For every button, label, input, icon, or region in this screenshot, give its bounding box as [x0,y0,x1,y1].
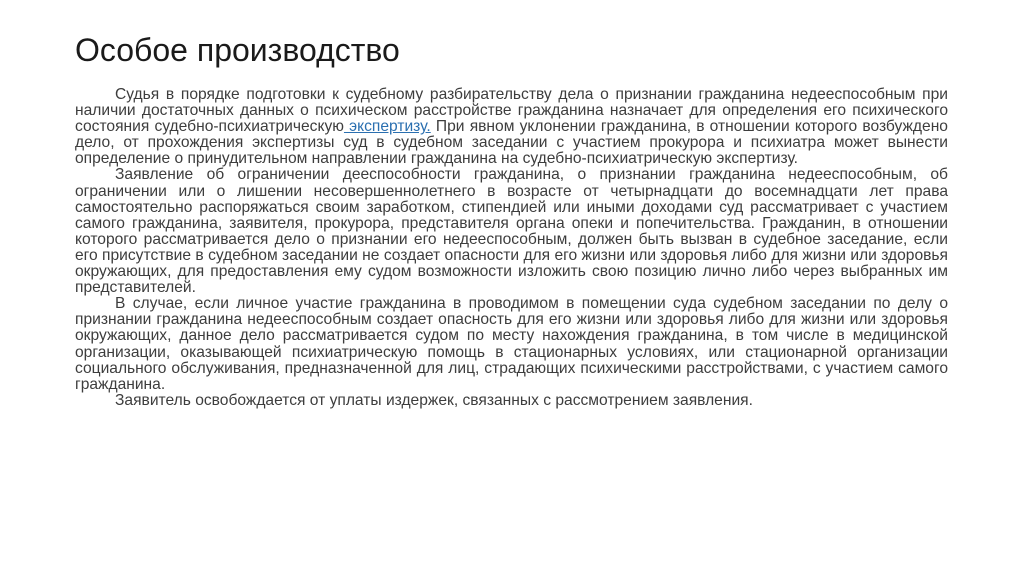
expertise-link[interactable]: экспертизу. [343,118,431,136]
paragraph-text: Судья в порядке подготовки к судебному разбирательству дела о признании гражданина недееспособным при наличии достаточных данных о психическом расстройстве гражданина назначает для определения его психического состояния судебно-психиатрическую [75,86,948,136]
paragraph-costs: Заявитель освобождается от уплаты издержек, связанных с рассмотрением заявления. [115,391,753,409]
paragraph-expertise [75,87,948,167]
paragraph-location: В случае, если личное участие гражданина в проводимом в помещении суда судебном заседании по делу о признании гражданина недееспособным создает опасность для его жизни или здоровья либо для жизни или здоровья окружающих, данное дело рассматривается судом по месту нахождения гражданина, в том числе в медицинской организации, оказывающей психиатрическую помощь в стационарных условиях, или стационарной организации социального обслуживания, предназначенной для лиц, страдающих психическими расстройствами, с участием самого гражданина. [75,295,948,393]
paragraph-participants: Заявление об ограничении дееспособности гражданина, о признании гражданина недееспособным, об ограничении или о лишении несовершеннолетнего в возрасте от четырнадцати до восемнадцати лет права самостоятельно распоряжаться своим заработком, стипендией или иными доходами суд рассматривает с участием самого гражданина, заявителя, прокурора, представителя органа опеки и попечительства. Гражданин, в отношении которого рассматривается дело о признании его недееспособным, должен быть вызван в судебное заседание, если его присутствие в судебном заседании не создает опасности для его жизни или здоровья либо для жизни или здоровья окружающих, для предоставления ему судом возможности изложить свою позицию лично либо через выбранных им представителей. [75,166,948,297]
slide-title: Особое производство [75,32,400,68]
slide-body [75,87,948,409]
paragraph-text: При явном уклонении гражданина, в отношении которого возбуждено дело, от прохождения экспертизы суд в судебном заседании с участием прокурора и психиатра может вынести определение о принудительном направлении гражданина на судебно-психиатрическую экспертизу. [75,118,948,168]
